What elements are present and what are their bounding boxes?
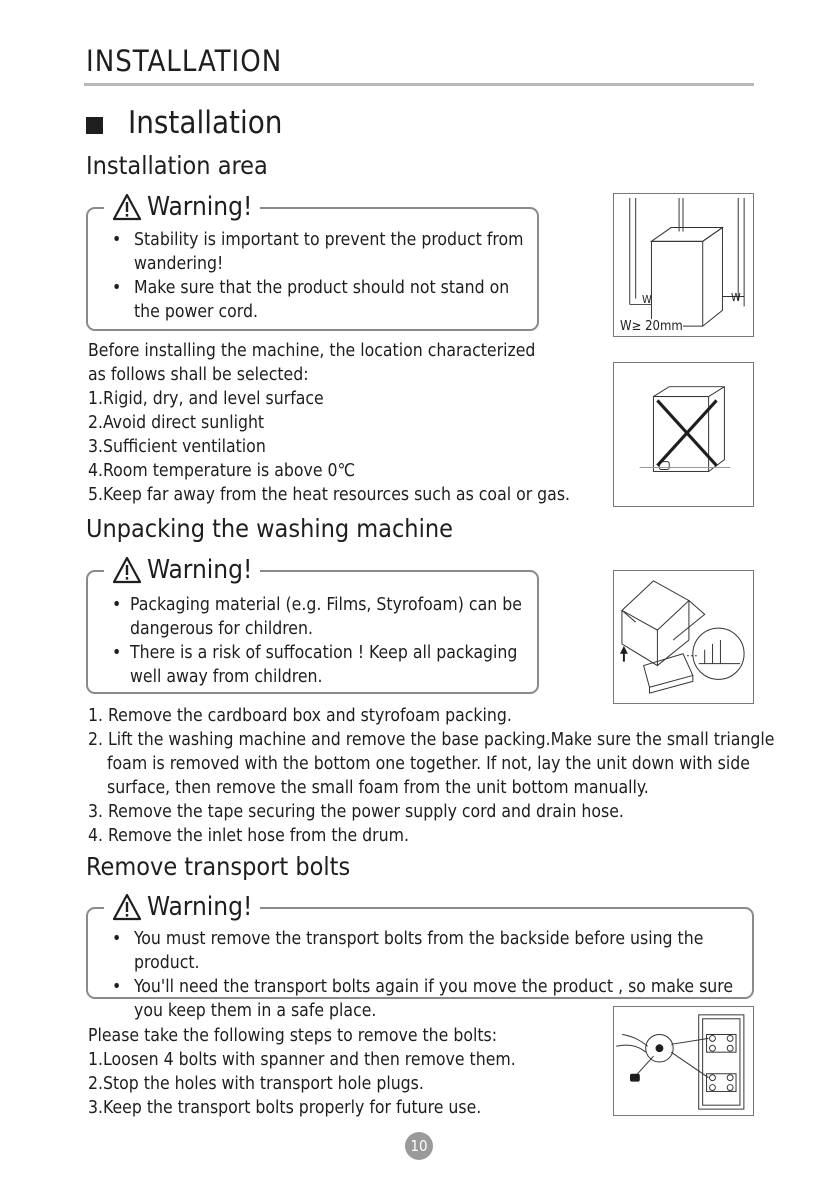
bolts-intro: Please take the following steps to remove the bolts: (88, 1026, 498, 1046)
figure-transport-bolts (613, 1006, 754, 1116)
condition-item: 3.Sufficient ventilation (88, 437, 266, 457)
unpacking-illustration (614, 571, 753, 703)
warning-title-text: Warning! (147, 555, 253, 585)
figure-prohibited-placement (613, 362, 754, 507)
bolts-step: 2.Stop the holes with transport hole plugs. (88, 1074, 424, 1094)
page-header-title: INSTALLATION (86, 44, 283, 78)
warning-triangle-icon (112, 193, 142, 221)
unpacking-step: 1. Remove the cardboard box and styrofoam packing. (88, 706, 512, 726)
clearance-illustration (614, 194, 753, 336)
bolts-steps (88, 1048, 516, 1120)
unpacking-step: 2. Lift the washing machine and remove the base packing.Make sure the small triangle foam is removed with the bottom one together. If not, lay the unit down with side surface, then remove the small foam from the unit bottom manually. (88, 730, 775, 798)
condition-item: 5.Keep far away from the heat resources such as coal or gas. (88, 485, 571, 505)
warning-title-bolts (104, 892, 260, 922)
warning-item: • Make sure that the product should not stand on the power cord. (88, 276, 536, 324)
header-rule (84, 83, 754, 86)
warning-title-text: Warning! (147, 892, 253, 922)
warning-triangle-icon (112, 893, 142, 921)
warning-box-area (86, 207, 539, 331)
unpacking-heading: Unpacking the washing machine (86, 514, 453, 543)
warning-title-area (104, 192, 260, 222)
warning-item: • There is a risk of suffocation ! Keep all packaging well away from children. (88, 641, 536, 689)
section-square-marker (86, 117, 103, 134)
unpacking-step: 3. Remove the tape securing the power supply cord and drain hose. (88, 802, 624, 822)
installation-area-heading: Installation area (86, 151, 268, 180)
transport-bolts-heading: Remove transport bolts (86, 852, 351, 881)
warning-title-text: Warning! (147, 192, 253, 222)
unpacking-steps (88, 704, 778, 848)
area-intro-line2: as follows shall be selected: (88, 365, 309, 385)
section-title: Installation (128, 105, 283, 141)
warning-item: • You'll need the transport bolts again if you move the product , so make sure you keep them in a safe place. (88, 975, 748, 1023)
condition-item: 4.Room temperature is above 0℃ (88, 461, 356, 481)
warning-box-unpacking (86, 570, 539, 694)
warning-triangle-icon (112, 556, 142, 584)
unpacking-step: 4. Remove the inlet hose from the drum. (88, 826, 409, 846)
warning-item: • Stability is important to prevent the product from wandering! (88, 228, 536, 276)
warning-item: • You must remove the transport bolts from the backside before using the product. (88, 927, 748, 975)
warning-title-unpacking (104, 555, 260, 585)
transport-bolts-illustration (614, 1007, 753, 1115)
area-intro-line1: Before installing the machine, the location characterized (88, 341, 536, 361)
figure-clearance-label: W≥ 20mm (620, 319, 683, 334)
prohibited-placement-illustration (614, 363, 753, 506)
page-number-badge: 10 (405, 1132, 433, 1160)
warning-list-unpacking (88, 593, 536, 689)
condition-item: 2.Avoid direct sunlight (88, 413, 265, 433)
figure-w-right: W (731, 291, 741, 304)
warning-item: • Packaging material (e.g. Films, Styrofoam) can be dangerous for children. (88, 593, 536, 641)
figure-clearance (613, 193, 754, 337)
warning-list-area (88, 228, 536, 324)
condition-item: 1.Rigid, dry, and level surface (88, 389, 324, 409)
bolts-step: 3.Keep the transport bolts properly for future use. (88, 1098, 482, 1118)
figure-unpacking (613, 570, 754, 704)
bolts-step: 1.Loosen 4 bolts with spanner and then remove them. (88, 1050, 516, 1070)
figure-w-left: W (642, 293, 652, 306)
area-conditions-list (88, 387, 570, 507)
